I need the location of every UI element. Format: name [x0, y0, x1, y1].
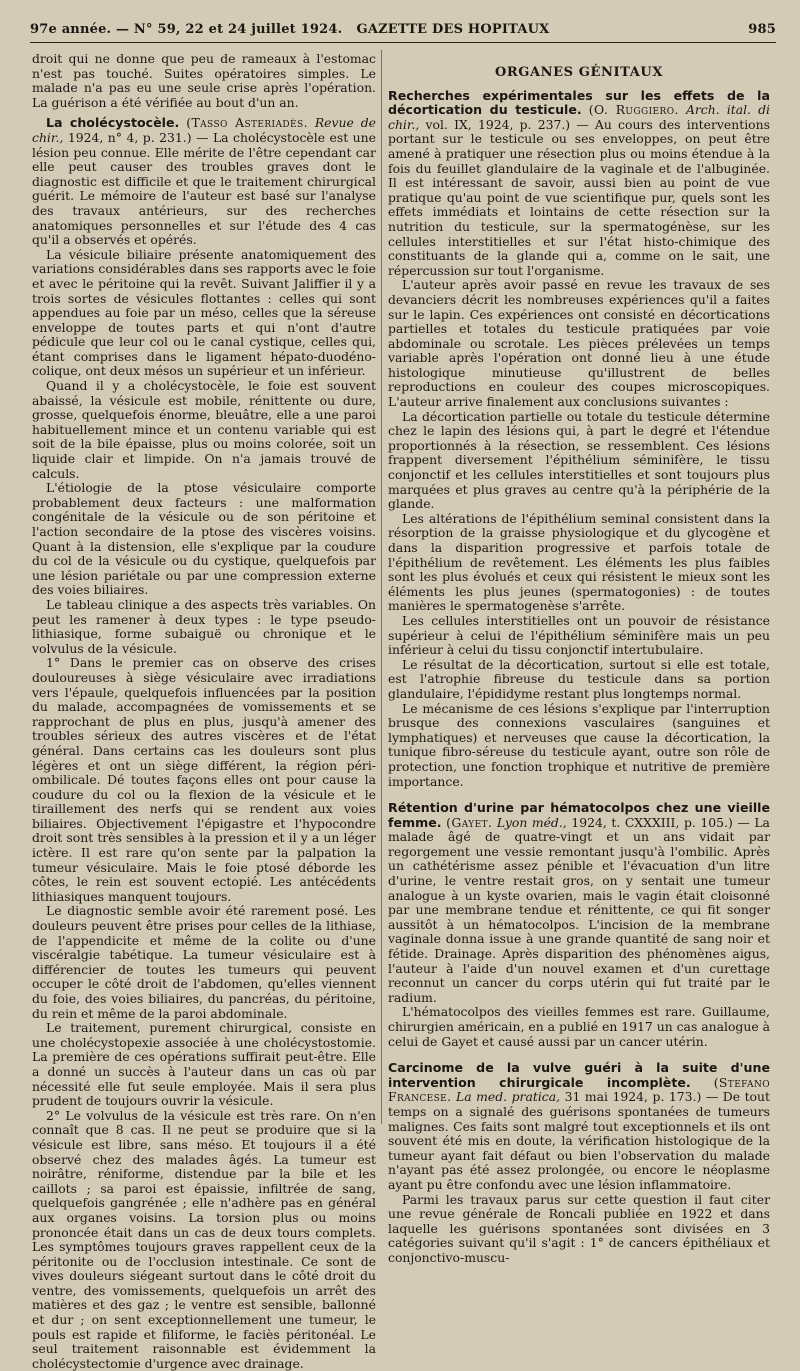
- column-divider: [381, 50, 382, 1124]
- article-title: Carcinome de la vulve guéri à la suite d'une intervention chirurgicale incomplète.: [388, 1060, 770, 1090]
- paragraph: Quand il y a cholécystocèle, le foie est souvent abaissé, la vésicule est mobile, rénittente ou dure, grosse, quelquefois énorme, bleuâtre, elle a une paroi habituellement mince et un contenu variable qui est soit de la bile épaisse, plus ou moins colorée, soit un liquide clair et limpide. On n'a jamais trouvé de calculs.: [32, 378, 376, 481]
- article-decortication: [388, 89, 770, 790]
- article-ref: 1924, t. CXXXIII, p. 105.): [571, 814, 733, 830]
- article-ref: 1924, n° 4, p. 231.): [67, 129, 192, 145]
- article-author: (Stefano Francese.: [388, 1074, 770, 1105]
- article-lead: — La malade âgé de quatre-vingt et un ans vidait par regorgement une vessie remontant jusqu'à l'ombilic. Après un cathétérisme assez pénible et l'évacuation d'un litre d'urine, le ventre restait gros, on y sentait une tumeur analogue à un kyste ovarien, mais le vagin était cloisonné par une membrane tendue et rénittente, ce qui fit songer aussitôt à un hématocolpos. L'incision de la membrane vaginale donna issue à une grande quantité de sang noir et fétide. Drainage. Après disparition des phénomènes aigus, l'auteur à l'aide d'un nouvel examen et d'un curettage reconnut un cancer du corps utérin qui fut traité par le radium.: [388, 814, 770, 1005]
- article-title: Recherches expérimentales sur les effets de la décortication du testicule.: [388, 87, 770, 118]
- paragraph: Les cellules interstitielles ont un pouvoir de résistance supérieur à celui de l'épithélium séminifère mais un peu inférieur à celui du tissu conjonctif intertubulaire.: [388, 612, 770, 658]
- article-source: La med. pratica,: [456, 1089, 561, 1105]
- article-author: (O. Ruggiero.: [588, 102, 679, 118]
- paragraph: Le mécanisme de ces lésions s'explique par l'interruption brusque des connexions vasculaires (sanguines et lymphatiques) et nerveuses que cause la décortication, la tunique fibro-séreuse du testicule ayant, outre son rôle de protection, une fonction trophique et nutritive de première importance.: [388, 700, 770, 789]
- article-carcinome-vulve: [388, 1061, 770, 1265]
- issue-info: 97e année. — N° 59, 22 et 24 juillet 1924.: [30, 22, 343, 37]
- paragraph: L'auteur après avoir passé en revue les travaux de ses devanciers décrit les nombreuses expériences qu'il a faites sur le lapin. Ces expériences ont consisté en décortications partielles et totales du testicule pratiquées par voie abdominale ou scrotale. Les pièces prélevées un temps variable après l'opération ont donné lieu à une étude histologique minutieuse qu'illustrent de belles reproductions en couleur des coupes microscopiques. L'auteur arrive finalement aux conclusions suivantes :: [388, 277, 770, 410]
- continued-paragraph: droit qui ne donne que peu de rameaux à l'estomac n'est pas touché. Suites opératoires simples. Le malade n'a pas eu une seule crise après l'opération. La guérison a été vérifiée au bout d'un an.: [32, 51, 376, 110]
- article-title: Rétention d'urine par hématocolpos chez une vieille femme.: [388, 800, 770, 830]
- article-ref: vol. IX, 1924, p. 237.): [425, 116, 571, 132]
- paragraph: Le diagnostic semble avoir été rarement posé. Les douleurs peuvent être prises pour celles de la lithiase, de l'appendicite et même de la colite ou d'une viscéralgie tabétique. La tumeur vésiculaire est à différencier de toutes les tumeurs qui peuvent occuper le côté droit de l'abdomen, qu'elles viennent du foie, des voies biliaires, du pancréas, du péritoine, du rein et même de la paroi abdominale.: [32, 903, 376, 1021]
- article-ref: 31 mai 1924, p. 173.): [564, 1089, 702, 1105]
- article-title: La cholécystocèle.: [46, 115, 180, 131]
- article-author: (Gayet.: [446, 814, 493, 830]
- paragraph: Le résultat de la décortication, surtout si elle est totale, est l'atrophie fibreuse du testicule dans sa portion glandulaire, l'épididyme restant plus longtemps normal.: [388, 656, 770, 701]
- paragraph: L'étiologie de la ptose vésiculaire comporte probablement deux facteurs : une malformation congénitale de la vésicule ou de son péritoine et l'action secondaire de la ptose des viscères voisins. Quant à la distension, elle s'explique par la coudure du col de la vésicule ou du cystique, quelquefois par une lésion pariétale ou par une compression externe des voies biliaires.: [32, 480, 376, 598]
- article-lead: — Au cours des interventions portant sur le testicule ou ses enveloppes, on peut être amené à pratiquer une résection plus ou moins étendue à la fois du feuillet glandulaire de la vaginale et de l'albuginée. Il est intéressant de savoir, aussi bien au point de vue pratique qu'au point de vue scientifique pur, quels sont les effets immédiats et lointains de cette résection sur la nutrition du testicule, sur la spermatogénèse, sur les cellules interstitielles et sur l'état histo-chimique des constituants de la glande qui a, comme on le sait, une répercussion sur tout l'organisme.: [388, 116, 770, 278]
- page-number: 985: [748, 22, 776, 37]
- header-rule: [30, 42, 776, 43]
- article-lead: — La cholécystocèle est une lésion peu connue. Elle mérite de l'être cependant car elle peut causer des troubles graves dont le diagnostic est difficile et que le traitement chirurgical guérit. Le mémoire de l'auteur est basé sur l'analyse des travaux antérieurs, sur des recherches anatomiques personnelles et sur l'étude des 4 cas qu'il a observés et opérés.: [32, 129, 376, 248]
- paragraph: 2° Le volvulus de la vésicule est très rare. On n'en connaît que 8 cas. Il ne peut se produire que si la vésicule est libre, sans méso. Et toujours il a été observé chez des malades âgés. La tumeur est noirâtre, réniforme, distendue par la bile et les caillots ; sa paroi est épaissie, infiltrée de sang, quelquefois gangrénée ; elle n'adhère pas en général aux organes voisins. La torsion plus ou moins prononcée était dans un cas de deux tours complets. Les symptômes toujours graves rappellent ceux de la péritonite ou de l'occlusion intestinale. Ce sont de vives douleurs siégeant surtout dans le côté droit du ventre, des vomissements, quelquefois un arrêt des matières et des gaz ; le ventre est sensible, ballonné et dur ; on sent exceptionnellement une tumeur, le pouls est rapide et filiforme, le faciès péritonéal. Le seul traitement raisonnable est évidemment la cholécystectomie d'urgence avec drainage.: [32, 1107, 376, 1371]
- paragraph: Le traitement, purement chirurgical, consiste en une cholécystopexie associée à une cholécystostomie. La première de ces opérations suffirait peut-être. Elle a donné un succès à l'auteur dans un cas où par nécessité elle fut seule employée. Mais il sera plus prudent de toujours ouvrir la vésicule.: [32, 1020, 376, 1109]
- article-source: Revue de chir.,: [32, 115, 376, 145]
- right-column: [388, 52, 770, 1265]
- paragraph: La décortication partielle ou totale du testicule détermine chez le lapin des lésions qui, à part le degré et l'étendue proportionnés à la résection, se ressemblent. Ces lésions frappent diversement l'épithélium séminifère, le tissu conjonctif et les cellules interstitielles et sont toujours plus marquées et plus graves au centre qu'à la périphérie de la glande.: [388, 408, 770, 512]
- left-column: [32, 51, 376, 1371]
- article-lead: — De tout temps on a signalé des guérisons spontanées de tumeurs malignes. Ces faits sont malgré tout exceptionnels et ils ont souvent été mis en doute, la vérification histologique de la tumeur ayant fait défaut ou bien l'observation du malade n'ayant pas été assez prolongée, ou encore le néoplasme ayant pu être confondu avec une lésion inflammatoire.: [388, 1089, 770, 1192]
- journal-title: GAZETTE DES HOPITAUX: [356, 22, 550, 37]
- paragraph: La vésicule biliaire présente anatomiquement des variations considérables dans ses rapports avec le foie et avec le péritoine qui la revêt. Suivant Jaliffier il y a trois sortes de vésicules flottantes : celles qui sont appendues au foie par un méso, celles que la séreuse enveloppe de toutes parts et qui n'ont d'autre pédicule que leur col ou le canal cystique, celles qui, étant comprises dans le ligament hépato-duodéno-colique, ont deux mésos un supérieur et un inférieur.: [32, 246, 376, 379]
- section-heading: ORGANES GÉNITAUX: [494, 65, 664, 80]
- page-header: [30, 18, 776, 40]
- article-author: (Tasso Asteriadès.: [186, 115, 308, 131]
- article-source: Lyon méd.,: [496, 814, 567, 830]
- article-source: Arch. ital. di chir.,: [388, 102, 770, 132]
- paragraph: Les altérations de l'épithélium seminal consistent dans la résorption de la graisse physiologique et du glycogène et dans la disparition progressive et parfois totale de l'épithélium de revêtement. Les éléments les plus faibles sont les plus évolués et ceux qui résistent le mieux sont les éléments les plus jeunes (spermatogonies) : de toutes manières le spermatogenèse s'arrête.: [388, 510, 770, 614]
- paragraph: L'hématocolpos des vieilles femmes est rare. Guillaume, chirurgien américain, en a publié en 1917 un cas analogue à celui de Gayet et causé aussi par un cancer utérin.: [388, 1004, 770, 1049]
- article-cholecystocele: [32, 116, 376, 1371]
- paragraph: 1° Dans le premier cas on observe des crises douloureuses à siège vésiculaire avec irradiations vers l'épaule, quelquefois influencées par la position du malade, accompagnées de vomissements et se rapprochant de plus en plus, jusqu'à amener des troubles sérieux des autres viscères et de l'état général. Dans certains cas les douleurs sont plus légères et ont un siège différent, la région péri-ombilicale. Dé toutes façons elles ont pour cause la coudure du col ou la flexion de la vésicule et le tiraillement des nerfs qui se rendent aux voies biliaires. Objectivement l'épigastre et l'hypocondre droit sont très sensibles à la pression et il y a un léger ictère. Il est rare qu'on sente par la palpation la tumeur vésiculaire. Mais le foie ptosé déborde les côtes, le rein est souvent ectopié. Les antécédents lithiasiques manquent toujours.: [32, 655, 376, 904]
- paragraph: Parmi les travaux parus sur cette question il faut citer une revue générale de Roncali publiée en 1922 et dans laquelle les guérisons spontanées sont divisées en 3 catégories suivant qu'il s'agit : 1° de cancers épithéliaux et conjonctivo-muscu-: [388, 1191, 770, 1265]
- article-hematocolpos: [388, 801, 770, 1049]
- paragraph: Le tableau clinique a des aspects très variables. On peut les ramener à deux types : le type pseudo-lithiasique, forme subaiguë ou chronique et le volvulus de la vésicule.: [32, 596, 376, 656]
